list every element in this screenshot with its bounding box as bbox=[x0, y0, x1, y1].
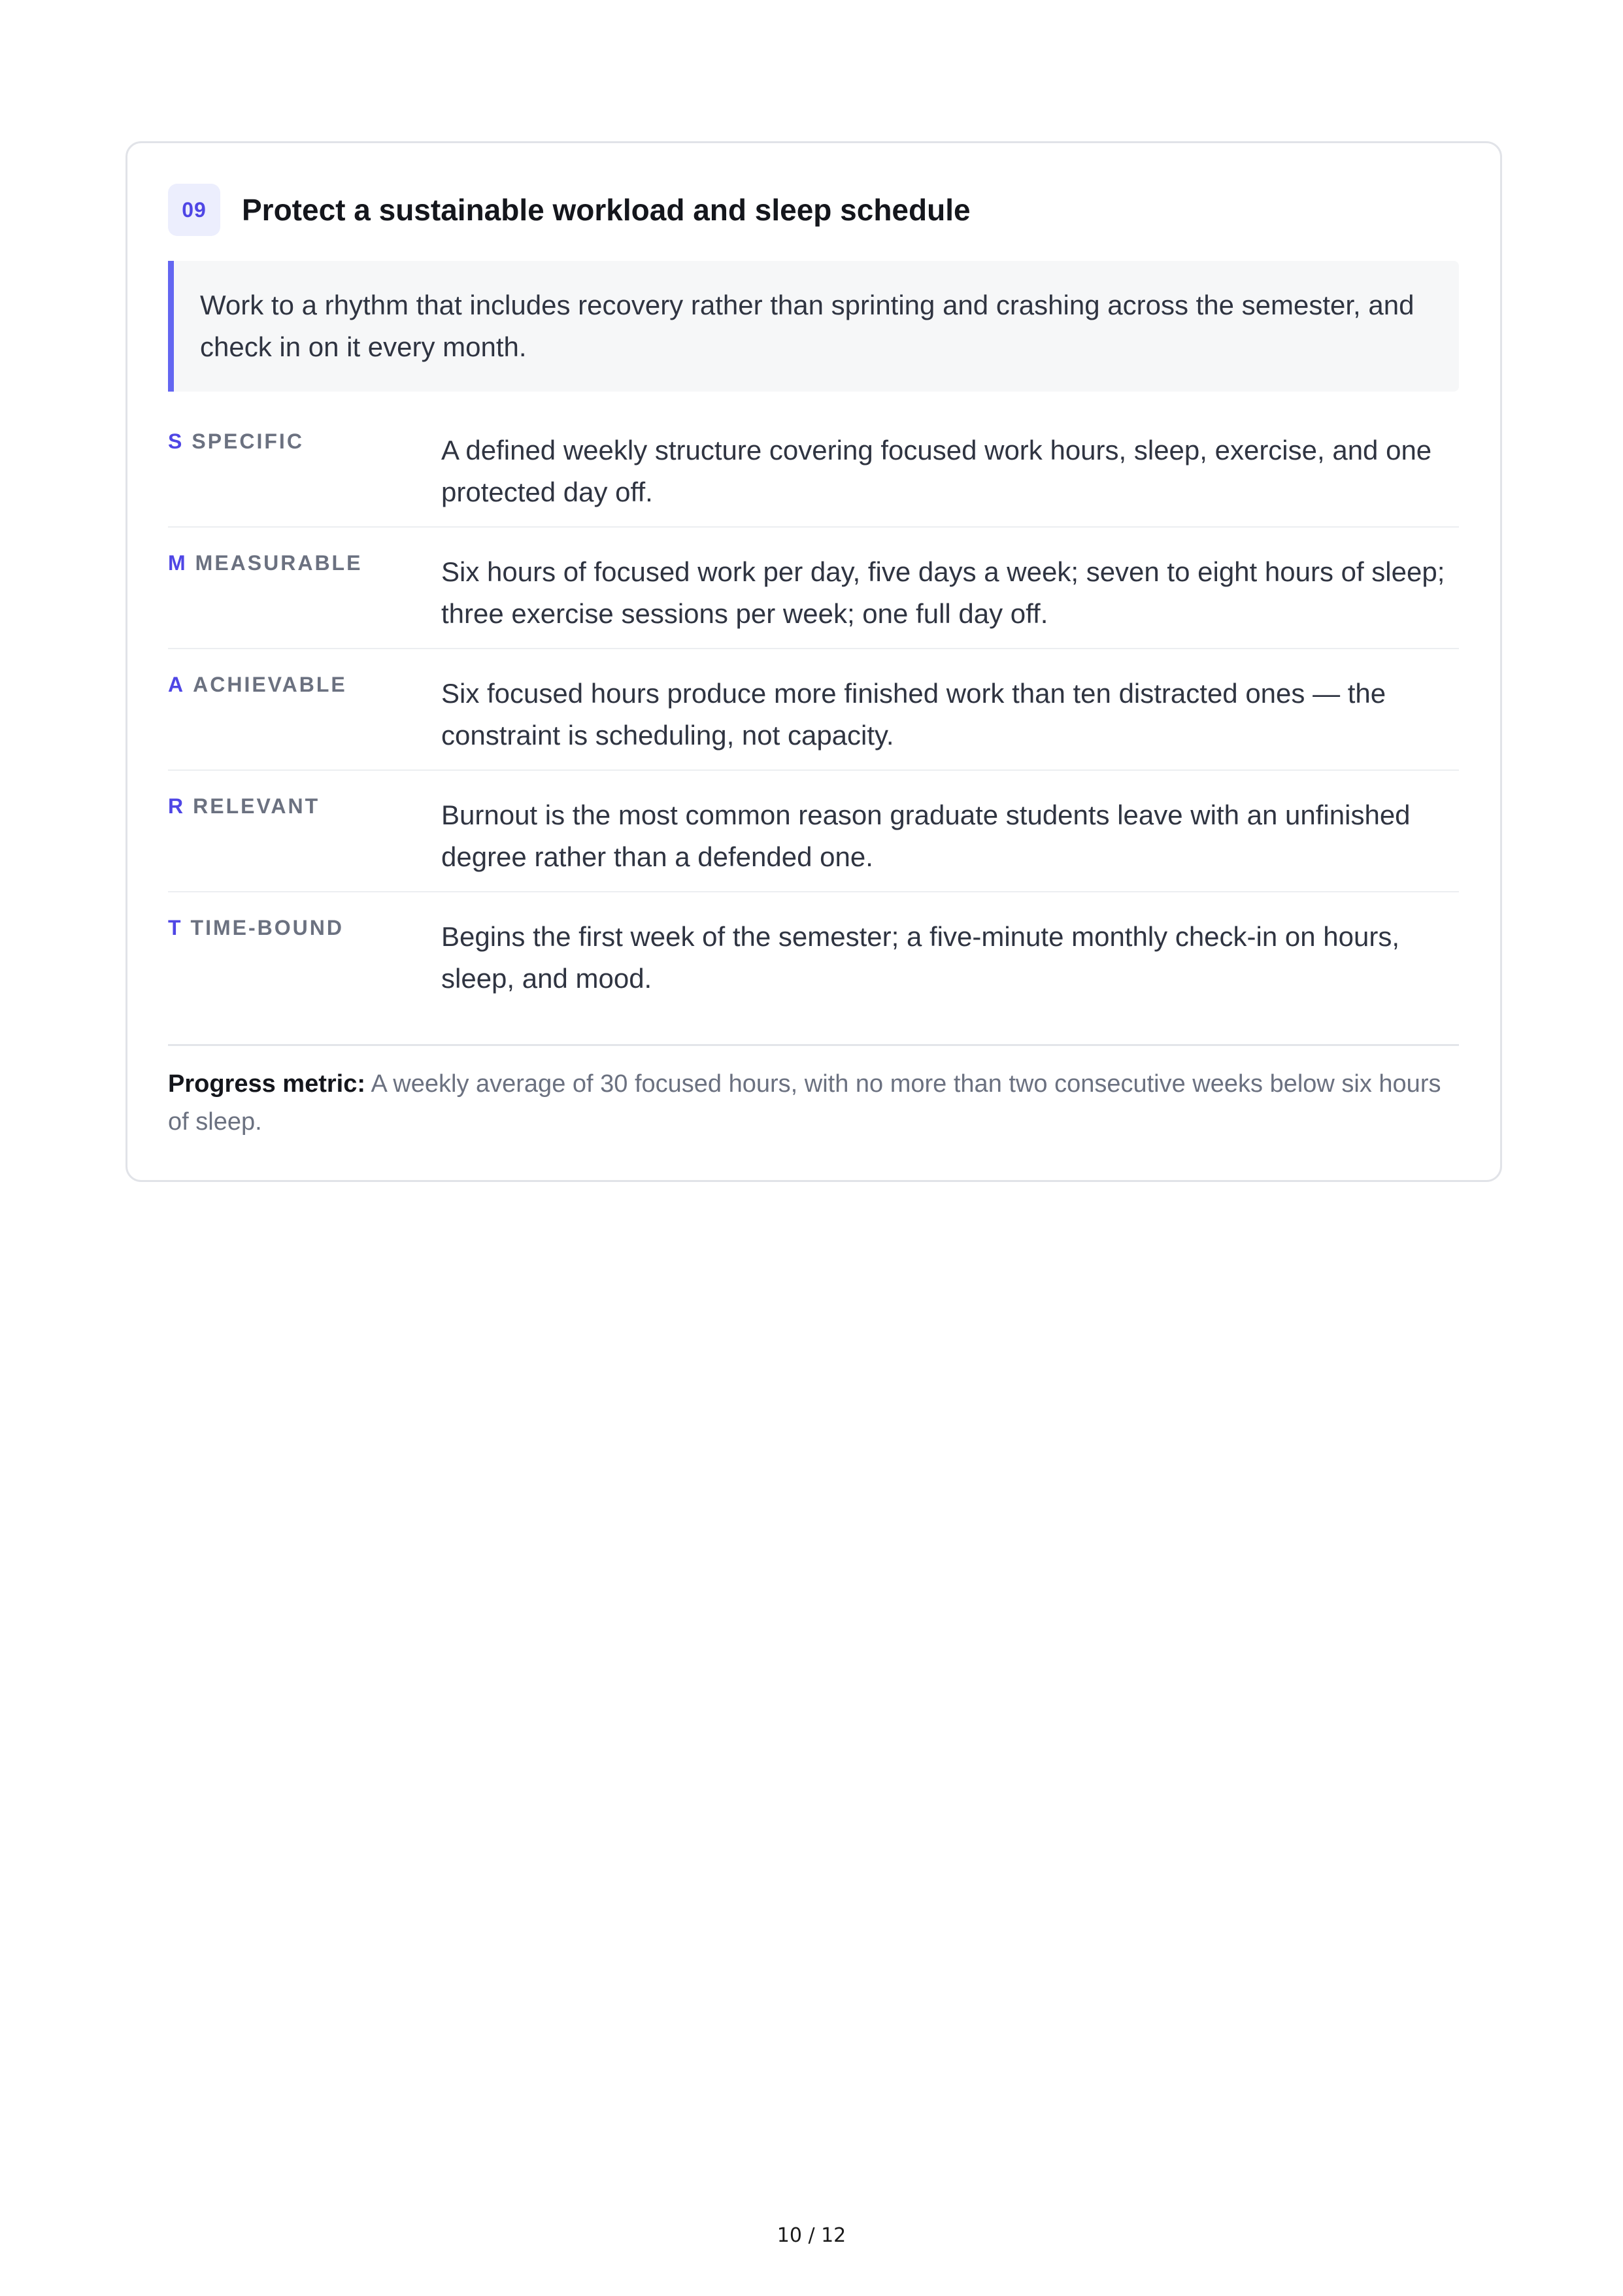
progress-metric-label: Progress metric: bbox=[168, 1070, 366, 1098]
smart-label-text: ACHIEVABLE bbox=[193, 673, 347, 696]
smart-label bbox=[168, 673, 347, 697]
smart-letter: R bbox=[168, 794, 186, 818]
section-divider bbox=[168, 1044, 1459, 1046]
smart-description: Burnout is the most common reason graduate students leave with an unfinished degree rather than a defended one. bbox=[441, 800, 1411, 872]
smart-description: Begins the first week of the semester; a five-minute monthly check-in on hours, sleep, and mood. bbox=[441, 921, 1400, 994]
smart-label-text: RELEVANT bbox=[193, 794, 320, 818]
goal-summary-callout bbox=[168, 261, 1459, 392]
smart-label-text: TIME-BOUND bbox=[190, 916, 344, 939]
smart-row-achievable bbox=[168, 649, 1459, 771]
smart-description: Six hours of focused work per day, five days a week; seven to eight hours of sleep; three exercise sessions per week; one full day off. bbox=[441, 556, 1445, 629]
goal-card bbox=[125, 141, 1502, 1182]
smart-letter: T bbox=[168, 916, 183, 939]
smart-letter: M bbox=[168, 551, 188, 575]
smart-label bbox=[168, 551, 362, 575]
smart-row-measurable bbox=[168, 528, 1459, 649]
smart-description: A defined weekly structure covering focused work hours, sleep, exercise, and one protected day off. bbox=[441, 435, 1432, 507]
smart-label-text: SPECIFIC bbox=[192, 430, 304, 453]
smart-criteria-list bbox=[168, 406, 1459, 1014]
smart-letter: A bbox=[168, 673, 186, 696]
progress-metric-text: A weekly average of 30 focused hours, with no more than two consecutive weeks below six hours of sleep. bbox=[168, 1070, 1441, 1136]
smart-letter: S bbox=[168, 430, 184, 453]
smart-row-specific bbox=[168, 406, 1459, 528]
progress-metric bbox=[168, 1065, 1459, 1141]
smart-label bbox=[168, 430, 304, 454]
smart-row-relevant bbox=[168, 771, 1459, 892]
goal-number-badge: 09 bbox=[168, 184, 220, 236]
smart-label bbox=[168, 794, 320, 819]
smart-row-time-bound bbox=[168, 892, 1459, 1014]
smart-description: Six focused hours produce more finished work than ten distracted ones — the constraint is scheduling, not capacity. bbox=[441, 678, 1386, 751]
page-number: 10 / 12 bbox=[777, 2224, 846, 2247]
goal-title: Protect a sustainable workload and sleep schedule bbox=[242, 193, 971, 227]
goal-summary-text: Work to a rhythm that includes recovery rather than sprinting and crashing across the semester, and check in on it every month. bbox=[200, 290, 1414, 362]
smart-label-text: MEASURABLE bbox=[195, 551, 363, 575]
smart-label bbox=[168, 916, 344, 940]
